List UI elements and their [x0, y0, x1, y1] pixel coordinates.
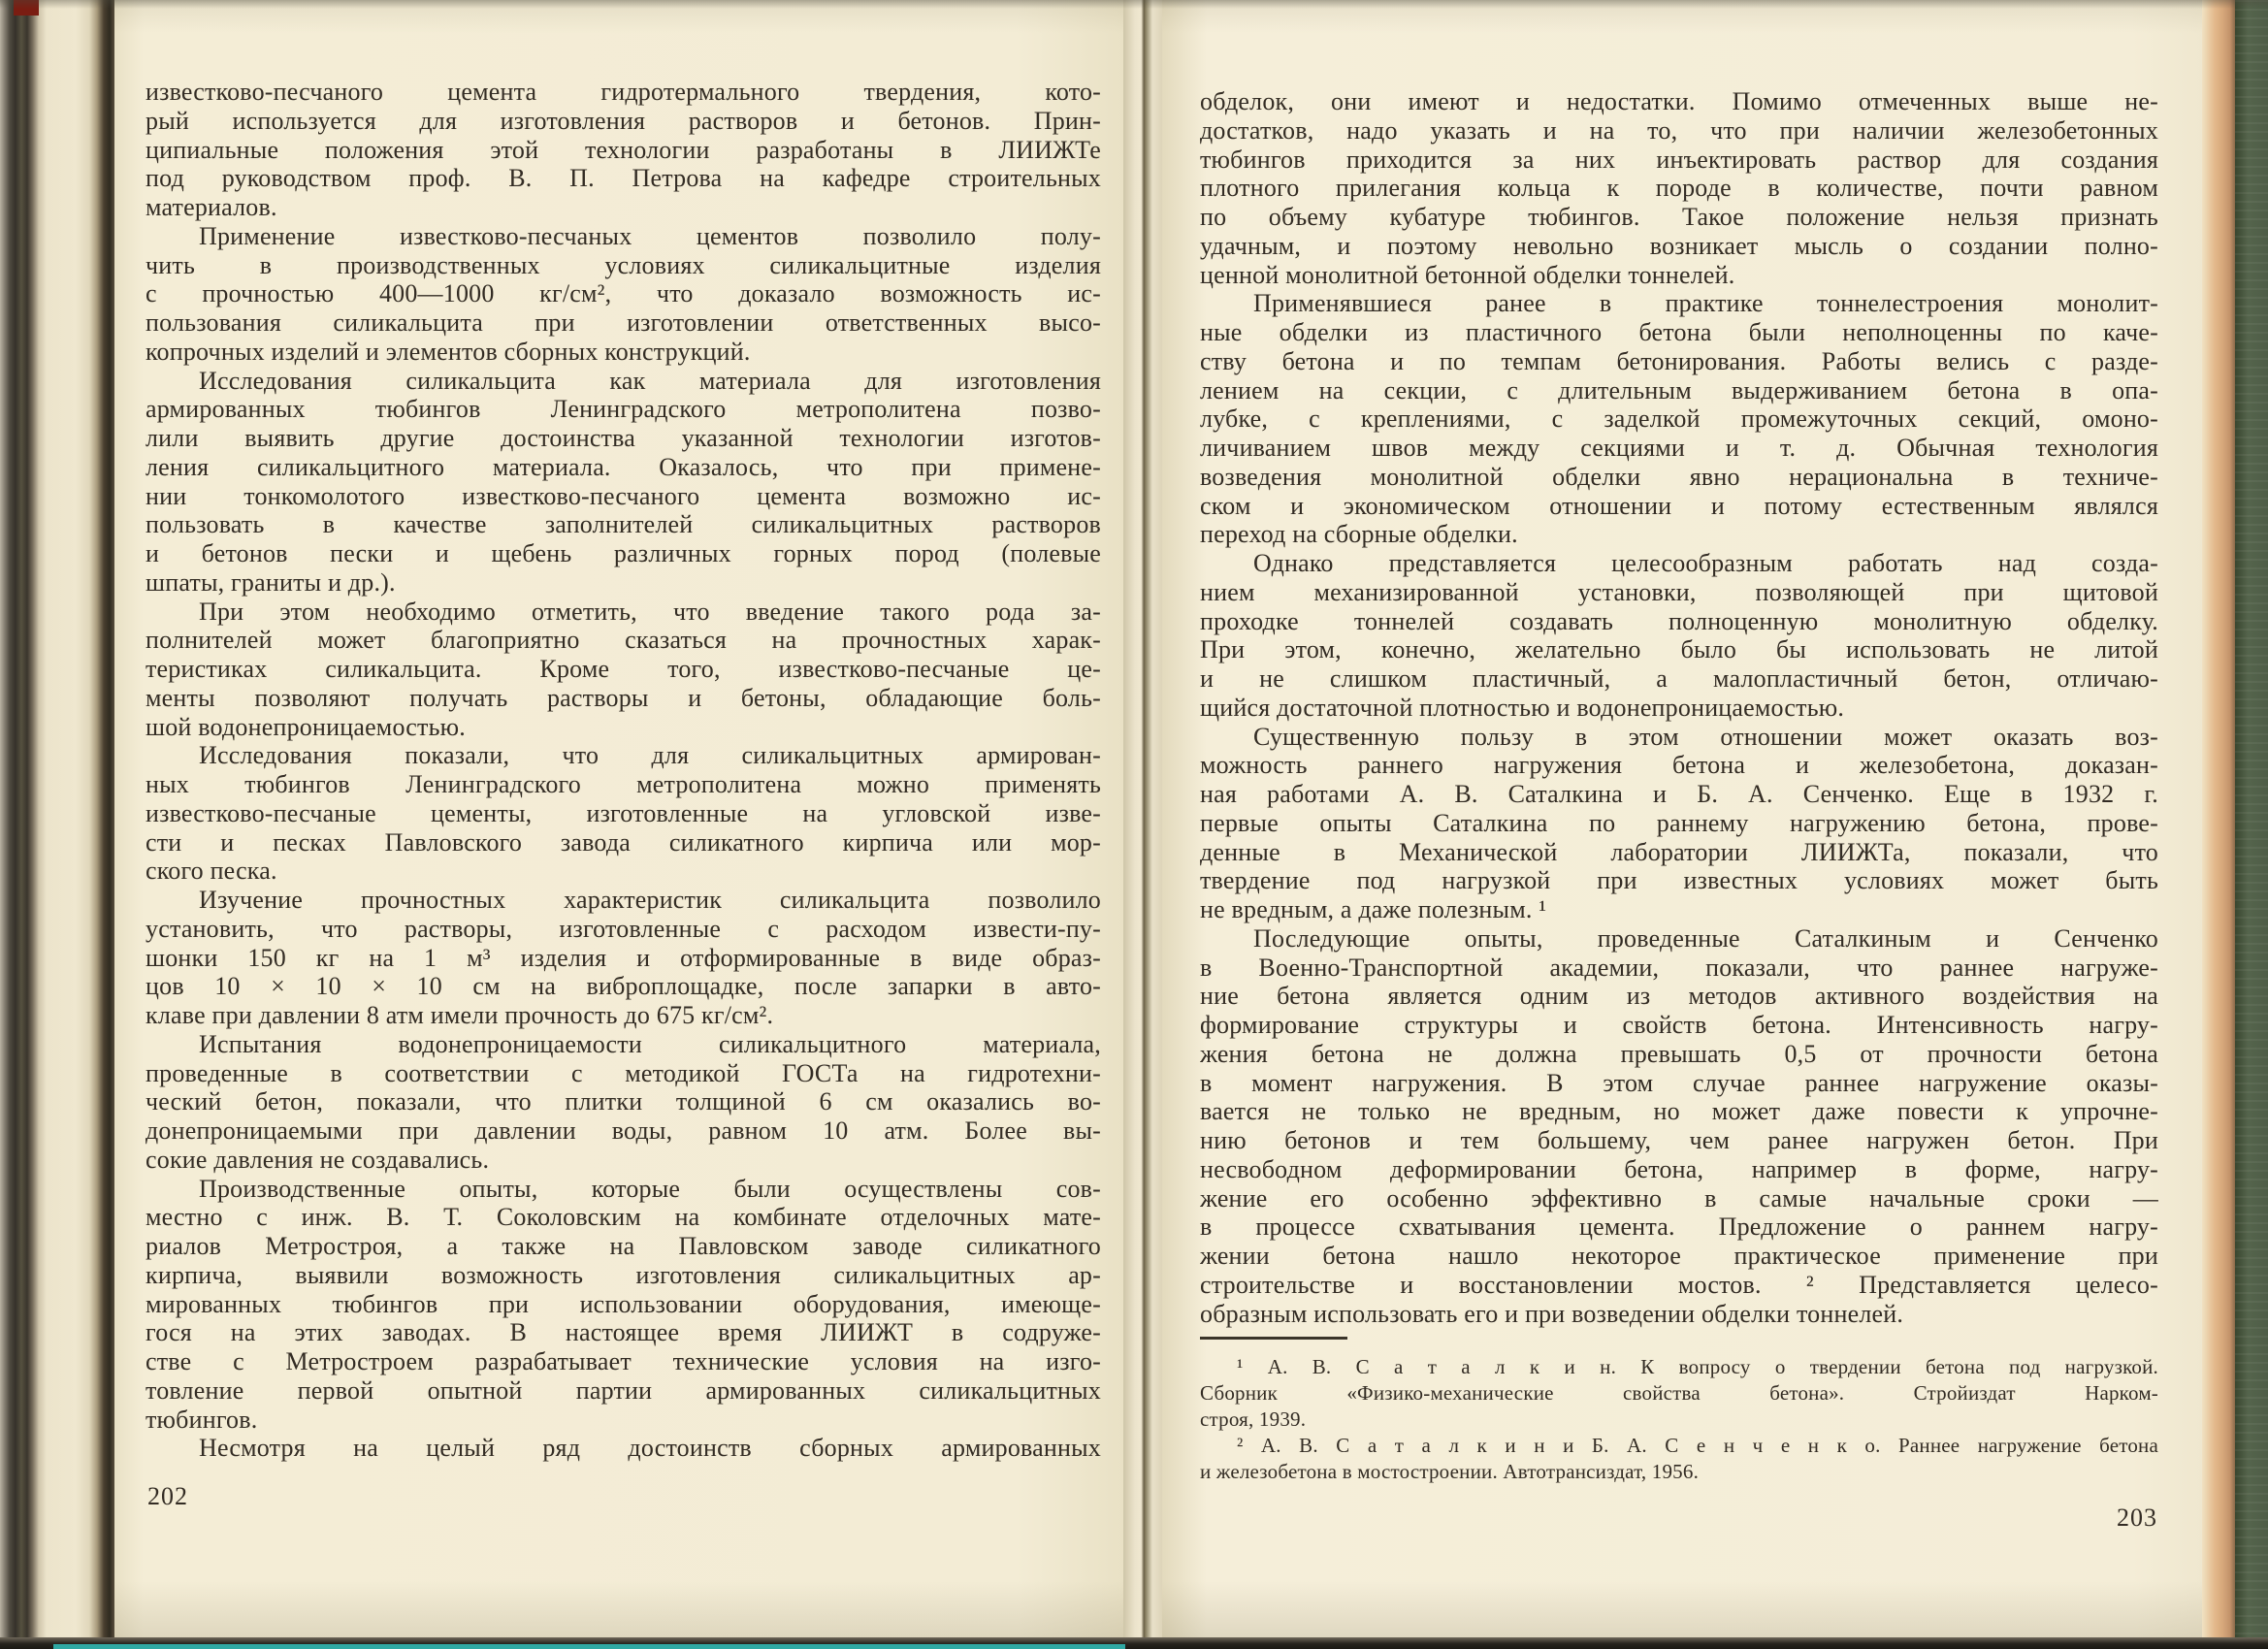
text-line: ² А. В. С а т а л к и н и Б. А. С е н ч е н к о. Раннее нагружение бетона: [1237, 1434, 2158, 1457]
text-line: ние бетона является одним из методов активного воздействия на: [1200, 982, 2158, 1011]
text-line: обделок, они имеют и недостатки. Помимо отмеченных выше не-: [1200, 87, 2158, 115]
text-line: ском и экономическом отношении и потому естественным являлся: [1200, 491, 2158, 520]
text-line: вается не только не вредным, но может даже повести к упрочне-: [1200, 1097, 2158, 1126]
book-cover-edge: [2235, 0, 2268, 1649]
page-left: [114, 0, 1123, 1641]
text-line: строительстве и восстановлении мостов. ² Представляется целесо-: [1200, 1270, 2158, 1299]
text-line: несвободном деформировании бетона, например в форме, нагру-: [1200, 1154, 2158, 1183]
text-line: проведенные в соответствии с методикой ГОСТа на гидротехни-: [146, 1058, 1101, 1087]
text-line: Последующие опыты, проведенные Саталкиным и Сенченко: [1253, 923, 2158, 953]
text-line: Исследования показали, что для силикальцитных армирован-: [199, 741, 1101, 770]
text-line: удачным, и поэтому невольно возникает мысль о создании полно-: [1200, 231, 2158, 260]
text-line: тюбингов приходится за них инъектировать раствор для создания: [1200, 145, 2158, 174]
text-line: Производственные опыты, которые были осуществлены сов-: [199, 1174, 1101, 1203]
text-line: сти и песках Павловского завода силикатного кирпича или мор-: [146, 827, 1101, 857]
text-line: Исследования силикальцита как материала для изготовления: [199, 366, 1101, 395]
text-line: по объему кубатуре тюбингов. Такое положение нельзя признать: [1200, 203, 2158, 231]
text-line: ского песка.: [146, 857, 277, 886]
text-line: риалов Метростроя, а также на Павловском заводе силикатного: [146, 1232, 1101, 1260]
text-line: полнителей может благоприятно сказаться на прочностных харак-: [146, 626, 1101, 655]
text-line: установить, что растворы, изготовленные с расходом извести-пу-: [146, 914, 1101, 943]
text-line: первые опыты Саталкина по раннему нагружению бетона, прове-: [1200, 808, 2158, 837]
book-left-edge: [0, 0, 114, 1649]
text-line: При этом, конечно, желательно было бы использовать не литой: [1200, 635, 2158, 664]
text-line: известково-песчаные цементы, изготовленные на угловской изве-: [146, 798, 1101, 827]
text-line: ные обделки из пластичного бетона были неполноценны по каче-: [1200, 318, 2158, 346]
text-line: и бетонов пески и щебень различных горных пород (полевые: [146, 539, 1101, 567]
text-line: рый используется для изготовления растворов и бетонов. Прин-: [146, 106, 1101, 135]
text-line: гося на этих заводах. В настоящее время ЛИИЖТ в содруже-: [146, 1318, 1101, 1347]
text-line: шонки 150 кг на 1 м³ изделия и отформированные в виде образ-: [146, 943, 1101, 972]
text-line: не вредным, а даже полезным. ¹: [1200, 895, 1547, 923]
book-gutter: [1123, 0, 1162, 1641]
text-line: чить в производственных условиях силикальцитные изделия: [146, 250, 1101, 279]
text-line: ципиальные положения этой технологии разработаны в ЛИИЖТе: [146, 135, 1101, 164]
page-number-left: 202: [147, 1482, 188, 1510]
text-line: в Военно-Транспортной академии, показали, что раннее нагруже-: [1200, 953, 2158, 982]
page-right: [1162, 0, 2202, 1641]
text-line: кирпича, выявили возможность изготовления силикальцитных ар-: [146, 1260, 1101, 1289]
text-line: и не слишком пластичный, а малопластичный бетон, отличаю-: [1200, 664, 2158, 693]
text-line: в процессе схватывания цемента. Предложение о раннем нагру-: [1200, 1212, 2158, 1242]
text-line: жения бетона не должна превышать 0,5 от прочности бетона: [1200, 1039, 2158, 1068]
page-left-text: [146, 78, 1101, 1463]
text-line: При этом необходимо отметить, что введение такого рода за-: [199, 597, 1101, 626]
text-line: армированных тюбингов Ленинградского метрополитена позво-: [146, 395, 1101, 424]
text-line: стве с Метростроем разрабатывает технические условия на изго-: [146, 1347, 1101, 1375]
text-line: жении бетона нашло некоторое практическое применение при: [1200, 1242, 2158, 1270]
text-line: Изучение прочностных характеристик силикальцита позволило: [199, 886, 1101, 914]
text-line: ных тюбингов Ленинградского метрополитена можно применять: [146, 770, 1101, 798]
text-line: местно с инж. В. Т. Соколовским на комбинате отделочных мате-: [146, 1203, 1101, 1232]
text-line: тюбингов.: [146, 1405, 258, 1434]
footnotes: [1200, 1354, 2158, 1485]
text-line: ценной монолитной бетонной обделки тоннелей.: [1200, 260, 1735, 289]
book-bottom-edge: [0, 1637, 2268, 1649]
scanner-edge-line: [53, 1644, 1125, 1649]
text-line: жение его особенно эффективно в самые начальные сроки —: [1200, 1183, 2158, 1212]
page-right-text: [1200, 87, 2158, 1328]
text-line: строя, 1939.: [1200, 1407, 1307, 1431]
text-line: Несмотря на целый ряд достоинств сборных армированных: [199, 1434, 1101, 1463]
text-line: образным использовать его и при возведении обделки тоннелей.: [1200, 1299, 1904, 1328]
text-line: копрочных изделий и элементов сборных конструкций.: [146, 337, 751, 366]
text-line: нию бетонов и тем большему, чем ранее нагружен бетон. При: [1200, 1126, 2158, 1154]
text-line: возведения монолитной обделки явно нерациональна в техниче-: [1200, 462, 2158, 491]
text-line: цов 10 × 10 × 10 см на виброплощадке, после запарки в авто-: [146, 972, 1101, 1001]
text-line: формирование структуры и свойств бетона. Интенсивность нагру-: [1200, 1011, 2158, 1039]
text-line: Сборник «Физико-механические свойства бетона». Стройиздат Нарком-: [1200, 1381, 2158, 1405]
text-line: клаве при давлении 8 атм имели прочность до 675 кг/см².: [146, 1001, 774, 1029]
text-line: материалов.: [146, 193, 277, 221]
text-line: ная работами А. В. Саталкина и Б. А. Сенченко. Еще в 1932 г.: [1200, 780, 2158, 808]
text-line: нии тонкомолотого известково-песчаного цемента возможно ис-: [146, 481, 1101, 510]
text-line: Применявшиеся ранее в практике тоннелестроения монолит-: [1253, 289, 2158, 318]
text-line: Испытания водонепроницаемости силикальцитного материала,: [199, 1029, 1101, 1058]
text-line: плотного прилегания кольца к породе в количестве, почти равном: [1200, 174, 2158, 203]
binding-red-mark: [14, 0, 39, 16]
text-line: твердение под нагрузкой при известных условиях может быть: [1200, 866, 2158, 895]
text-line: Однако представляется целесообразным работать над созда-: [1253, 549, 2158, 577]
text-line: лубке, с креплениями, с заделкой промежуточных секций, омоно-: [1200, 404, 2158, 434]
text-line: мированных тюбингов при использовании оборудования, имеюще-: [146, 1289, 1101, 1318]
text-line: шпаты, граниты и др.).: [146, 567, 396, 597]
page-edge-stack: [2202, 0, 2235, 1641]
text-line: личиванием швов между секциями и т. д. Обычная технология: [1200, 434, 2158, 462]
footnote-separator: [1200, 1337, 1347, 1340]
text-line: Применение известково-песчаных цементов позволило полу-: [199, 221, 1101, 250]
text-line: достатков, надо указать и на то, что при наличии железобетонных: [1200, 115, 2158, 145]
text-line: ления силикальцитного материала. Оказалось, что при примене-: [146, 452, 1101, 481]
text-line: пользования силикальцита при изготовлении ответственных высо-: [146, 308, 1101, 337]
text-line: лили выявить другие достоинства указанной технологии изготов-: [146, 424, 1101, 452]
text-line: ству бетона и по темпам бетонирования. Работы велись с разде-: [1200, 346, 2158, 375]
text-line: щийся достаточной плотностью и водонепроницаемостью.: [1200, 693, 1845, 722]
text-line: шой водонепроницаемостью.: [146, 712, 466, 741]
text-line: менты позволяют получать растворы и бетоны, обладающие боль-: [146, 683, 1101, 712]
text-line: под руководством проф. В. П. Петрова на кафедре строительных: [146, 164, 1101, 193]
text-line: переход на сборные обделки.: [1200, 520, 1518, 549]
text-line: товление первой опытной партии армированных силикальцитных: [146, 1375, 1101, 1405]
text-line: Существенную пользу в этом отношении может оказать воз-: [1253, 722, 2158, 751]
text-line: нием механизированной установки, позволяющей при щитовой: [1200, 577, 2158, 606]
text-line: сокие давления не создавались.: [146, 1145, 490, 1174]
text-line: лением на секции, с длительным выдерживанием бетона в опа-: [1200, 375, 2158, 404]
text-line: пользовать в качестве заполнителей силикальцитных растворов: [146, 510, 1101, 539]
page-number-right: 203: [2117, 1504, 2157, 1532]
text-line: проходке тоннелей создавать полноценную монолитную обделку.: [1200, 606, 2158, 635]
text-line: можность раннего нагружения бетона и железобетона, доказан-: [1200, 751, 2158, 780]
text-line: ческий бетон, показали, что плитки толщиной 6 см оказались во-: [146, 1087, 1101, 1116]
text-line: известково-песчаного цемента гидротермального твердения, кото-: [146, 78, 1101, 106]
text-line: денные в Механической лаборатории ЛИИЖТа, показали, что: [1200, 837, 2158, 866]
text-line: ¹ А. В. С а т а л к и н. К вопросу о твердении бетона под нагрузкой.: [1237, 1355, 2158, 1378]
text-line: теристиках силикальцита. Кроме того, известково-песчаные це-: [146, 655, 1101, 683]
text-line: и железобетона в мостостроении. Автотрансиздат, 1956.: [1200, 1460, 1700, 1483]
text-line: с прочностью 400—1000 кг/см², что доказало возможность ис-: [146, 279, 1101, 308]
text-line: в момент нагружения. В этом случае раннее нагружение оказы-: [1200, 1068, 2158, 1097]
text-line: донепроницаемыми при давлении воды, равном 10 атм. Более вы-: [146, 1116, 1101, 1145]
